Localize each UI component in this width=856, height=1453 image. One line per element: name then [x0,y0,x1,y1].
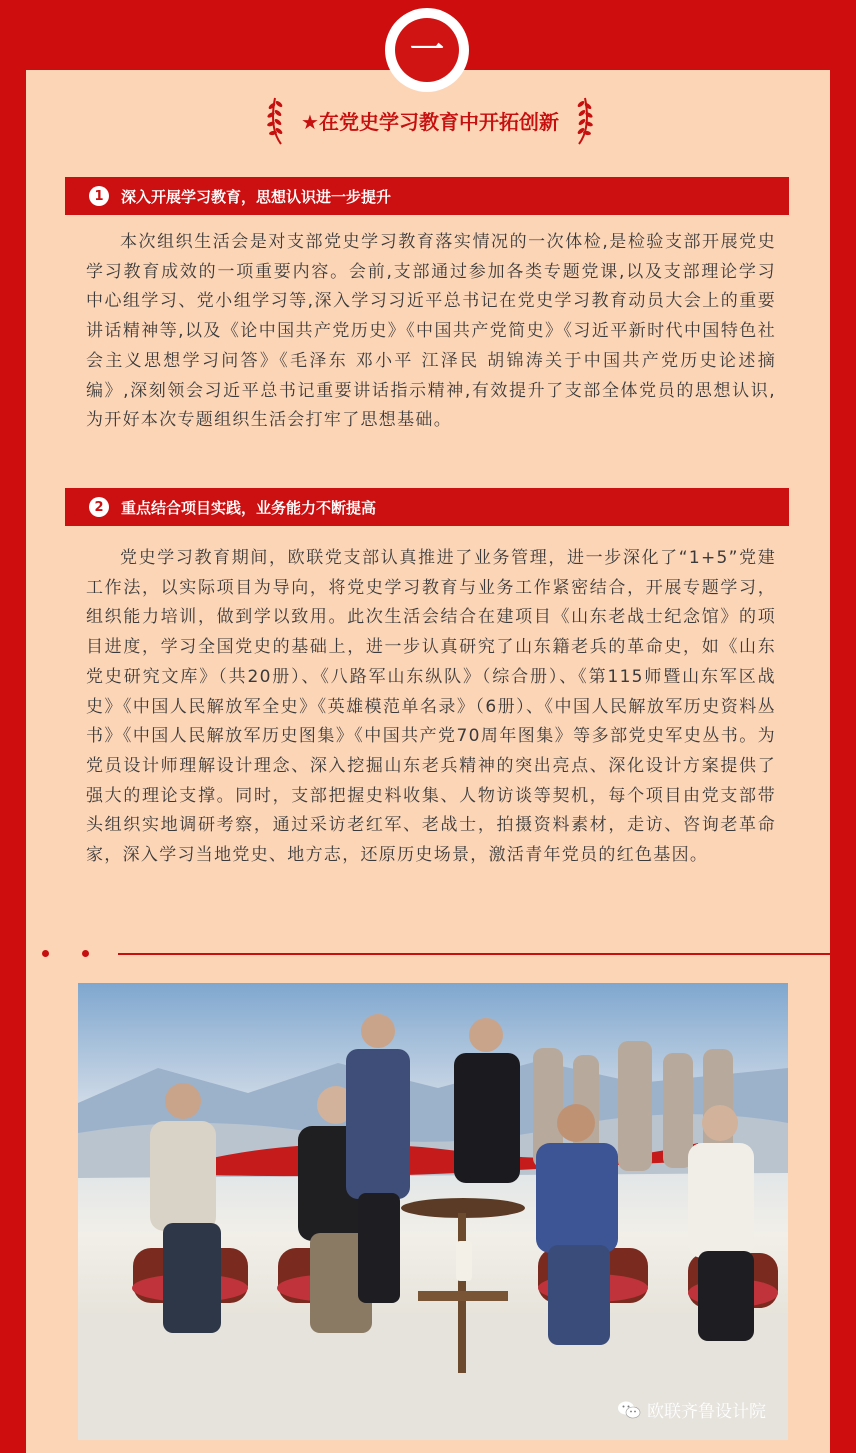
subheading-text-1: 深入开展学习教育，思想认识进一步提升 [121,187,392,206]
section-number-badge [385,8,469,92]
subheading-bar-1 [65,177,789,215]
laurel-left-icon [265,94,287,146]
section-title-text: ★在党史学习教育中开拓创新 [301,109,559,134]
divider-line [118,953,830,955]
paragraph-1: 本次组织生活会是对支部党史学习教育落实情况的一次体检,是检验支部开展党史学习教育成效的一项重要内容。会前,支部通过参加各类专题党课,以及支部理论学习中心组学习、党小组学习等,深入学习习近平总书记在党史学习教育动员大会上的重要讲话精神等,以及《论中国共产党历史》《中国共产党简史》《习近平新时代中国特色社会主义思想学习问答》《毛泽东 邓小平 江泽民 胡锦涛关于中国共产党历史论述摘编》,深刻领会习近平总书记重要讲话指示精神,有效提升了支部全体党员的思想认识,为开好本次专题组织生活会打牢了思想基础。 [86,232,776,431]
watermark-text: 欧联齐鲁设计院 [647,1402,766,1422]
divider-dot-1 [42,950,49,957]
paragraph-2: 党史学习教育期间，欧联党支部认真推进了业务管理，进一步深化了“1+5”党建工作法，以实际项目为导向，将党史学习教育与业务工作紧密结合，开展专题学习，组织能力培训，做到学以致用。此次生活会结合在建项目《山东老战士纪念馆》的项目进度，学习全国党史的基础上，进一步认真研究了山东籍老兵的革命史，如《山东党史研究文库》（共20册）、《八路军山东纵队》（综合册）、《第115师暨山东军区战史》《中国人民解放军全史》《英雄模范单名录》（6册）、《中国人民解放军历史资料丛书》《中国人民解放军历史图集》《中国共产党70周年图集》等多部党史军史丛书。为党员设计师理解设计理念、深入挖掘山东老兵精神的突出亮点、深化设计方案提供了强大的理论支撑。同时，支部把握史料收集、人物访谈等契机，每个项目由党支部带头组织实地调研考察，通过采访老红军、老战士，拍摄资料素材，走访、咨询老革命家，深入学习当地党史、地方志，还原历史场景，激活青年党员的红色基因。 [86,548,776,866]
photo-watermark [617,1397,766,1422]
wechat-icon [617,1400,641,1420]
subheading-text-2: 重点结合项目实践，业务能力不断提高 [121,498,377,517]
subheading-bar-2 [65,488,789,526]
section-title [250,92,610,148]
divider-dot-2 [82,950,89,957]
subheading-number-2: 2 [89,497,109,517]
subheading-number-1: 1 [89,186,109,206]
group-photo [78,983,788,1440]
section-number: 一 [395,18,459,82]
laurel-right-icon [573,94,595,146]
group-photo-illustration [78,983,788,1440]
